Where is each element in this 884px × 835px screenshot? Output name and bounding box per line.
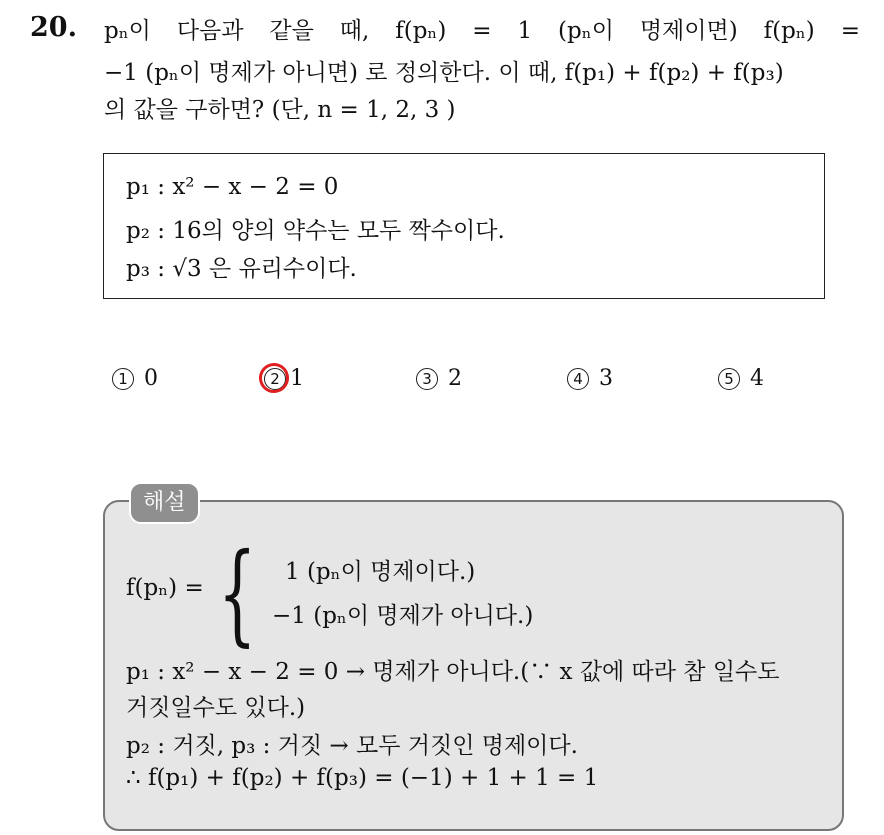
- solution-line-4: ∴ f(p₁) + f(p₂) + f(p₃) = (−1) + 1 + 1 = 1: [126, 765, 599, 791]
- solution-line-1: p₁ : x² − x − 2 = 0 → 명제가 아니다.(∵ x 값에 따라 참 일수도: [126, 659, 780, 685]
- question-line-3: 의 값을 구하면? (단, n = 1, 2, 3 ): [104, 97, 456, 123]
- choice-value-3: 2: [448, 366, 462, 391]
- question-word: 명제이면): [639, 18, 738, 44]
- choice-1[interactable]: [112, 366, 158, 391]
- question-word: f(pₙ): [395, 18, 447, 44]
- question-word: 때,: [339, 18, 370, 44]
- choice-number-4: 4: [567, 368, 589, 390]
- choice-4[interactable]: [567, 366, 613, 391]
- choice-5[interactable]: [718, 366, 764, 391]
- choice-number-1: 1: [112, 368, 134, 390]
- question-word: 다음과: [176, 18, 244, 44]
- choice-number-2: [264, 368, 286, 390]
- condition-p3: p₃ : √3 은 유리수이다.: [126, 256, 357, 282]
- question-number: 20.: [30, 12, 77, 43]
- choice-value-5: 4: [750, 366, 764, 391]
- case-statement: 1 (pₙ이 명제이다.): [285, 559, 476, 585]
- choice-number-5: 5: [718, 368, 740, 390]
- question-word: 1: [517, 18, 533, 44]
- question-line-2: −1 (pₙ이 명제가 아니면) 로 정의한다. 이 때, f(p₁) + f(p₂) + f(p₃): [104, 60, 784, 86]
- choice-value-1: 0: [144, 366, 158, 391]
- question-word: 같을: [269, 18, 314, 44]
- condition-p1: p₁ : x² − x − 2 = 0: [126, 174, 339, 200]
- left-brace-icon: {: [218, 529, 257, 657]
- question-word: pₙ이: [104, 18, 151, 44]
- choice-3[interactable]: [416, 366, 462, 391]
- question-line-1: [104, 16, 860, 46]
- question-word: =: [840, 18, 860, 44]
- question-word: f(pₙ): [763, 18, 815, 44]
- choice-2[interactable]: [264, 366, 304, 391]
- question-word: (pₙ이: [558, 18, 614, 44]
- choice-symbol-2: 2: [270, 369, 280, 388]
- question-word: =: [472, 18, 492, 44]
- choice-value-2: 1: [290, 366, 304, 391]
- function-definition: f(pₙ) =: [126, 575, 204, 601]
- solution-line-2: 거짓일수도 있다.): [126, 695, 306, 721]
- case-not-statement: −1 (pₙ이 명제가 아니다.): [272, 603, 534, 629]
- red-circle-mark: [256, 360, 292, 396]
- solution-line-3: p₂ : 거짓, p₃ : 거짓 → 모두 거짓인 명제이다.: [126, 733, 578, 759]
- condition-p2: p₂ : 16의 양의 약수는 모두 짝수이다.: [126, 218, 505, 244]
- conditions-box: [103, 153, 825, 299]
- choice-value-4: 3: [599, 366, 613, 391]
- choice-number-3: 3: [416, 368, 438, 390]
- solution-tag: 해설: [129, 482, 200, 524]
